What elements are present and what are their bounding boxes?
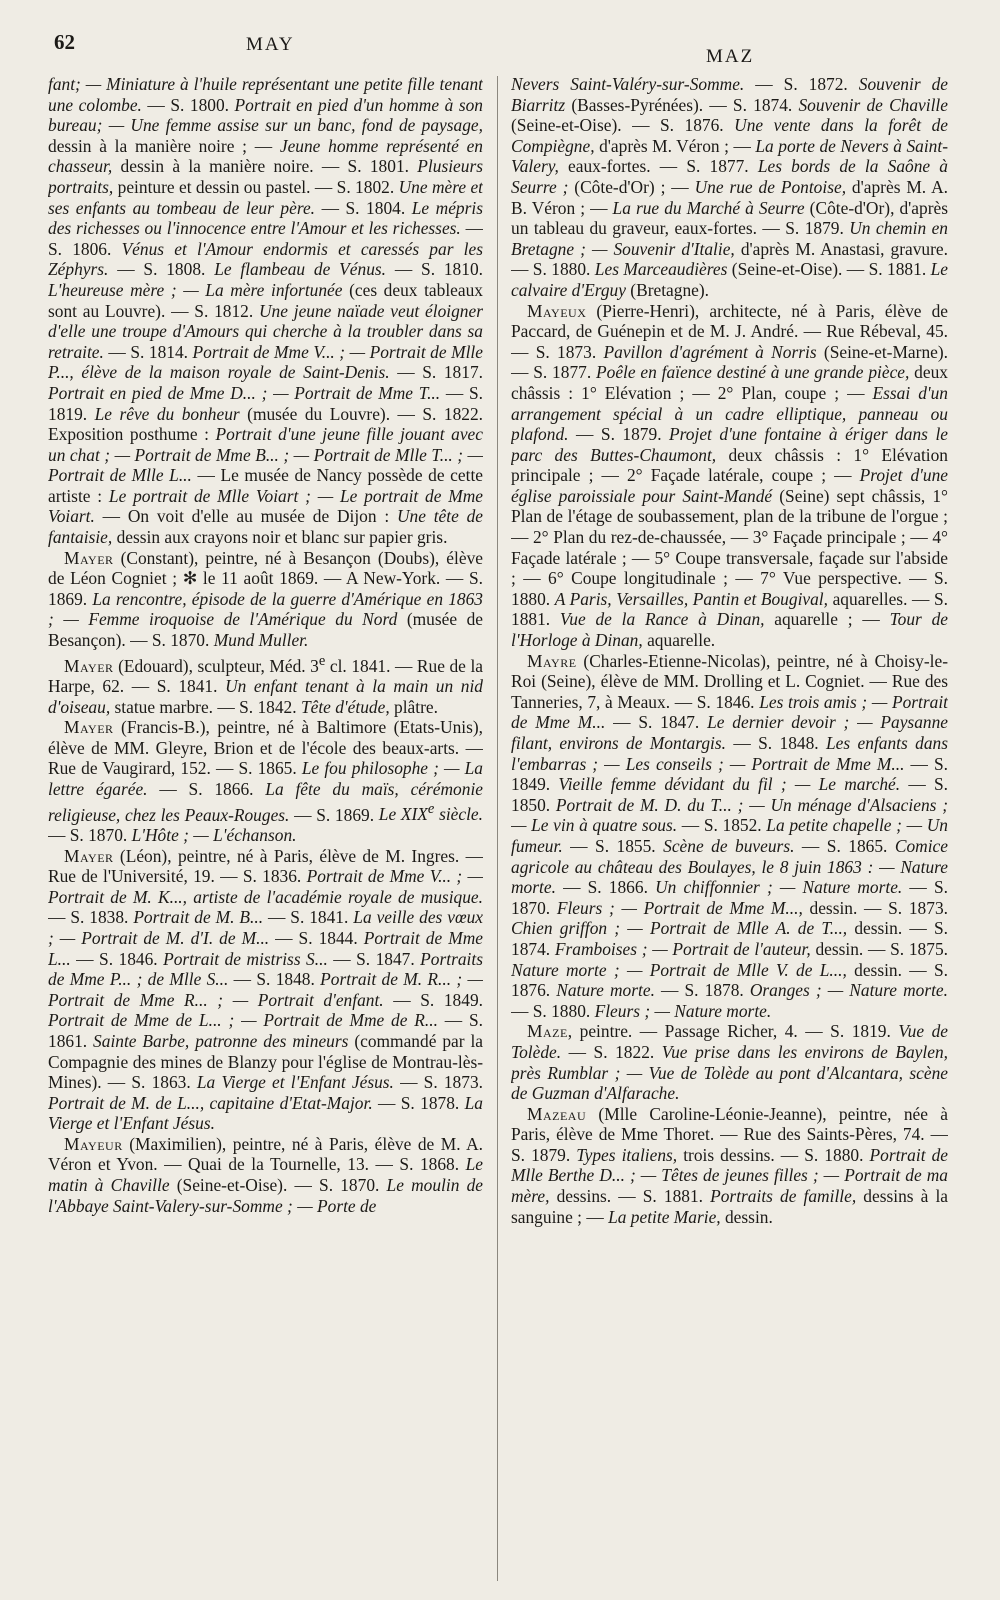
dictionary-entry: Maze, peintre. — Passage Richer, 4. — S. 1819. Vue de Tolède. — S. 1822. Vue prise dans les environs de Baylen, près Rumblar ; — Vue de Tolède au pont d'Alcantara, scène de Guzman d'Alfarache. (511, 1021, 948, 1104)
page-number: 62 (54, 30, 75, 54)
right-column (511, 74, 948, 1584)
running-head-right: MAZ (706, 46, 755, 67)
dictionary-entry: Mayre (Charles-Etienne-Nicolas), peintre, né à Choisy-le-Roi (Seine), élève de MM. Drolling et L. Cogniet. — Rue des Tanneries, 7, à Meaux. — S. 1846. Les trois amis ; — Portrait de Mme M... — S. 1847. Le dernier devoir ; — Paysanne filant, environs de Montargis. — S. 1848. Les enfants dans l'embarras ; — Les conseils ; — Portrait de Mme M... — S. 1849. Vieille femme dévidant du fil ; — Le marché. — S. 1850. Portrait de M. D. du T... ; — Un ménage d'Alsaciens ; — Le vin à quatre sous. — S. 1852. La petite chapelle ; — Un fumeur. — S. 1855. Scène de buveurs. — S. 1865. Comice agricole au château des Boulayes, le 8 juin 1863 : — Nature morte. — S. 1866. Un chiffonnier ; — Nature morte. — S. 1870. Fleurs ; — Portrait de Mme M..., dessin. — S. 1873. Chien griffon ; — Portrait de Mlle A. de T..., dessin. — S. 1874. Framboises ; — Portrait de l'auteur, dessin. — S. 1875. Nature morte ; — Portrait de Mlle V. de L..., dessin. — S. 1876. Nature morte. — S. 1878. Oranges ; — Nature morte. — S. 1880. Fleurs ; — Nature morte. (511, 650, 948, 1021)
entry-continuation: Nevers Saint-Valéry-sur-Somme. — S. 1872. Souvenir de Biarritz (Basses-Pyrénées). — S. 1874. Souvenir de Chaville (Seine-et-Oise). — S. 1876. Une vente dans la forêt de Compiègne, d'après M. Véron ; — La porte de Nevers à Saint-Valery, eaux-fortes. — S. 1877. Les bords de la Saône à Seurre ; (Côte-d'Or) ; — Une rue de Pontoise, d'après M. A. B. Véron ; — La rue du Marché à Seurre (Côte-d'Or), d'après un tableau du graveur, eaux-fortes. — S. 1879. Un chemin en Bretagne ; — Souvenir d'Italie, d'après M. Anastasi, gravure. — S. 1880. Les Marceaudières (Seine-et-Oise). — S. 1881. Le calvaire d'Erguy (Bretagne). (511, 74, 948, 300)
dictionary-entry: Mayeur (Maximilien), peintre, né à Paris, élève de M. A. Véron et Yvon. — Quai de la Tournelle, 13. — S. 1868. Le matin à Chaville (Seine-et-Oise). — S. 1870. Le moulin de l'Abbaye Saint-Valery-sur-Somme ; — Porte de (48, 1133, 483, 1216)
dictionary-entry: Mazeau (Mlle Caroline-Léonie-Jeanne), peintre, née à Paris, élève de Mme Thoret. — Rue des Saints-Pères, 74. — S. 1879. Types italiens, trois dessins. — S. 1880. Portrait de Mlle Berthe D... ; — Têtes de jeunes filles ; — Portrait de ma mère, dessins. — S. 1881. Portraits de famille, dessins à la sanguine ; — La petite Marie, dessin. (511, 1103, 948, 1227)
dictionary-entry: Mayer (Léon), peintre, né à Paris, élève de M. Ingres. — Rue de l'Université, 19. — S. 1836. Portrait de Mme V... ; — Portrait de M. K..., artiste de l'académie royale de musique. — S. 1838. Portrait de M. B... — S. 1841. La veille des vœux ; — Portrait de M. d'I. de M... — S. 1844. Portrait de Mme L... — S. 1846. Portrait de mistriss S... — S. 1847. Portraits de Mme P... ; de Mlle S... — S. 1848. Portrait de M. R... ; — Portrait de Mme R... ; — Portrait d'enfant. — S. 1849. Portrait de Mme de L... ; — Portrait de Mme de R... — S. 1861. Sainte Barbe, patronne des mineurs (commandé par la Compagnie des mines de Blanzy pour l'église de Montrau-lès-Mines). — S. 1863. La Vierge et l'Enfant Jésus. — S. 1873. Portrait de M. de L..., capitaine d'Etat-Major. — S. 1878. La Vierge et l'Enfant Jésus. (48, 845, 483, 1134)
entry-continuation: fant; — Miniature à l'huile représentant une petite fille tenant une colombe. — S. 1800. Portrait en pied d'un homme à son bureau; — Une femme assise sur un banc, fond de paysage, dessin à la manière noire ; — Jeune homme représenté en chasseur, dessin à la manière noire. — S. 1801. Plusieurs portraits, peinture et dessin ou pastel. — S. 1802. Une mère et ses enfants au tombeau de leur père. — S. 1804. Le mépris des richesses ou l'innocence entre l'Amour et les richesses. — S. 1806. Vénus et l'Amour endormis et caressés par les Zéphyrs. — S. 1808. Le flambeau de Vénus. — S. 1810. L'heureuse mère ; — La mère infortunée (ces deux tableaux sont au Louvre). — S. 1812. Une jeune naïade veut éloigner d'elle une troupe d'Amours qui cherche à la troubler dans sa retraite. — S. 1814. Portrait de Mme V... ; — Portrait de Mlle P..., élève de la maison royale de Saint-Denis. — S. 1817. Portrait en pied de Mme D... ; — Portrait de Mme T... — S. 1819. Le rêve du bonheur (musée du Louvre). — S. 1822. Exposition posthume : Portrait d'une jeune fille jouant avec un chat ; — Portrait de Mme B... ; — Portrait de Mlle T... ; — Portrait de Mlle L... — Le musée de Nancy possède de cette artiste : Le portrait de Mlle Voiart ; — Le portrait de Mme Voiart. — On voit d'elle au musée de Dijon : Une tête de fantaisie, dessin aux crayons noir et blanc sur papier gris. (48, 74, 483, 548)
column-divider (497, 76, 498, 1581)
dictionary-entry: Mayer (Constant), peintre, né à Besançon (Doubs), élève de Léon Cogniet ; ✻ le 11 août 1869. — A New-York. — S. 1869. La rencontre, épisode de la guerre d'Amérique en 1863 ; — Femme iroquoise de l'Amérique du Nord (musée de Besançon). — S. 1870. Mund Muller. (48, 547, 483, 651)
dictionary-entry: Mayeux (Pierre-Henri), architecte, né à Paris, élève de Paccard, de Guénepin et de M. J. André. — Rue Rébeval, 45. — S. 1873. Pavillon d'agrément à Norris (Seine-et-Marne). — S. 1877. Poêle en faïence destiné à une grande pièce, deux châssis : 1° Elévation ; — 2° Plan, coupe ; — Essai d'un arrangement spécial à un cadre elliptique, panneau ou plafond. — S. 1879. Projet d'une fontaine à ériger dans le parc des Buttes-Chaumont, deux châssis : 1° Elévation principale ; — 2° Façade latérale, coupe ; — Projet d'une église paroissiale pour Saint-Mandé (Seine) sept châssis, 1° Plan de l'étage de soubassement, plan de la tribune de l'orgue ; — 2° Plan du rez-de-chaussée, — 3° Façade principale ; — 4° Façade latérale ; — 5° Coupe transversale, façade sur l'abside ; — 6° Coupe longitudinale ; — 7° Vue perspective. — S. 1880. A Paris, Versailles, Pantin et Bougival, aquarelles. — S. 1881. Vue de la Rance à Dinan, aquarelle ; — Tour de l'Horloge à Dinan, aquarelle. (511, 300, 948, 651)
running-head-left: MAY (246, 34, 295, 55)
dictionary-entry: Mayer (Edouard), sculpteur, Méd. 3e cl. 1841. — Rue de la Harpe, 62. — S. 1841. Un enfant tenant à la main un nid d'oiseau, statue marbre. — S. 1842. Tête d'étude, plâtre. (48, 652, 483, 717)
dictionary-entry: Mayer (Francis-B.), peintre, né à Baltimore (Etats-Unis), élève de MM. Gleyre, Brion et de l'école des beaux-arts. — Rue de Vaugirard, 152. — S. 1865. Le fou philosophe ; — La lettre égarée. — S. 1866. La fête du maïs, cérémonie religieuse, chez les Peaux-Rouges. — S. 1869. Le XIXe siècle. — S. 1870. L'Hôte ; — L'échanson. (48, 717, 483, 845)
left-column (48, 74, 483, 1584)
